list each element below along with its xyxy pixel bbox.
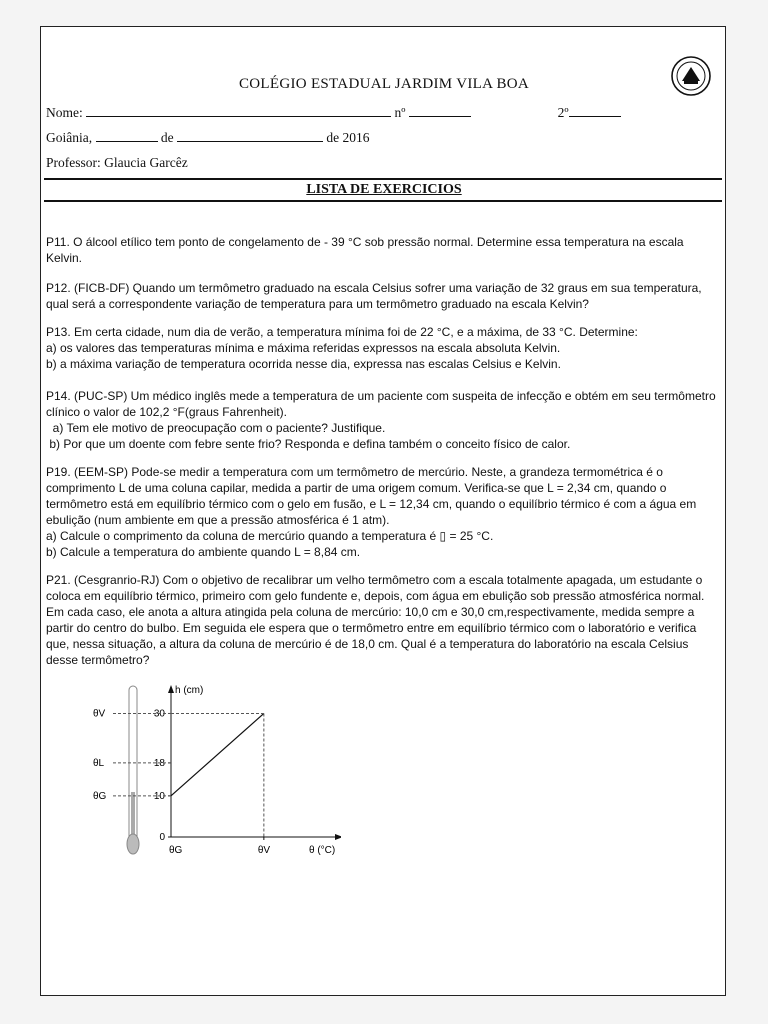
question-p12: P12. (FICB-DF) Quando um termômetro graduado na escala Celsius sofrer uma variação de 32 graus em sua temperatura, qual será a correspondente variação de temperatura para um termômetro graduado na escala Kelvin?: [46, 281, 702, 311]
grade-label: 2º: [557, 105, 569, 120]
y-axis-arrow: [168, 685, 174, 693]
number-field[interactable]: [409, 104, 471, 117]
left-theta-label: θG: [93, 790, 107, 802]
divider-top: [44, 178, 722, 180]
question-p19: P19. (EEM-SP) Pode-se medir a temperatura com um termômetro de mercúrio. Neste, a grandeza termométrica é o comprimento L de uma coluna capilar, medida a partir de uma origem comum. Verifica-se que L = 2,34 cm, quando o termômetro está em equilíbrio térmico com o gelo em fusão, e L = 12,34 cm, quando o equilíbrio térmico é com a água em ebulição (num ambiente em que a pressão atmosférica é 1 atm). a) Calcule o comprimento da coluna de mercúrio quando a temperatura é ▯ = 25 °C. b) Calcule a temperatura do ambiente quando L = 8,84 cm.: [46, 465, 697, 559]
left-theta-label: θL: [93, 757, 105, 769]
school-name: COLÉGIO ESTADUAL JARDIM VILA BOA: [238, 76, 530, 92]
professor-line: Professor: Glaucia Garcêz: [46, 155, 188, 170]
thermometer-chart: [81, 682, 341, 862]
day-field[interactable]: [96, 129, 158, 142]
list-title: LISTA DE EXERCICIOS: [306, 182, 462, 197]
de-label: de: [160, 130, 174, 145]
y-tick-label: 0: [159, 832, 165, 843]
date-line: [46, 129, 370, 146]
name-line: [46, 104, 621, 121]
x-tick-label: θG: [169, 845, 183, 856]
x-tick-label: θV: [257, 845, 271, 856]
question-p21: P21. (Cesgranrio-RJ) Com o objetivo de recalibrar um velho termômetro com a escala totalmente apagada, um estudante o coloca em equilíbrio térmico, primeiro com gelo fundente e, depois, com água em ebulição sob pressão atmosférica normal. Em cada caso, ele anota a altura atingida pela coluna de mercúrio: 10,0 cm e 30,0 cm,respectivamente, medida sempre a partir do centro do bulbo. Em seguida ele espera que o termômetro entre em equilíbrio térmico com o laboratório e verifica que, nessa situação, a altura da coluna de mercúrio é de 18,0 cm. Qual é a temperatura do laboratório na escala Celsius desse termômetro?: [46, 573, 705, 667]
x-axis-label: θ (°C): [309, 845, 336, 856]
x-axis-arrow: [335, 834, 341, 840]
question-p14: P14. (PUC-SP) Um médico inglês mede a temperatura de um paciente com suspeita de infecção e obtém em seu termômetro clínico o valor de 102,2 °F(graus Fahrenheit). a) Tem ele motivo de preocupação com o paciente? Justifique. b) Por que um doente com febre sente frio? Responda e defina também o conceito físico de calor.: [46, 389, 716, 451]
series-line: [171, 713, 264, 795]
name-field[interactable]: [86, 104, 391, 117]
left-theta-label: θV: [93, 708, 106, 720]
y-tick-label: 10: [153, 790, 165, 802]
city-label: Goiânia,: [46, 130, 93, 145]
question-p13: P13. Em certa cidade, num dia de verão, a temperatura mínima foi de 22 °C, e a máxima, de 33 °C. Determine: a) os valores das temperaturas mínima e máxima referidas expressos na escala absoluta Kelvin. b) a máxima variação de temperatura ocorrida nesse dia, expressa nas escalas Celsius e Kelvin.: [46, 325, 638, 371]
y-tick-label: 30: [153, 708, 165, 720]
thermometer-bulb: [127, 834, 139, 854]
year-label: de 2016: [326, 130, 370, 145]
number-label: nº: [394, 105, 406, 120]
divider-bottom: [44, 200, 722, 202]
y-tick-label: 18: [153, 757, 165, 769]
question-p11: P11. O álcool etílico tem ponto de congelamento de - 39 °C sob pressão normal. Determine essa temperatura na escala Kelvin.: [46, 235, 684, 265]
month-field[interactable]: [177, 129, 323, 142]
name-label: Nome:: [46, 105, 83, 120]
y-axis-label: h (cm): [175, 685, 204, 696]
worksheet-page: [40, 26, 726, 996]
grade-field[interactable]: [569, 104, 621, 117]
